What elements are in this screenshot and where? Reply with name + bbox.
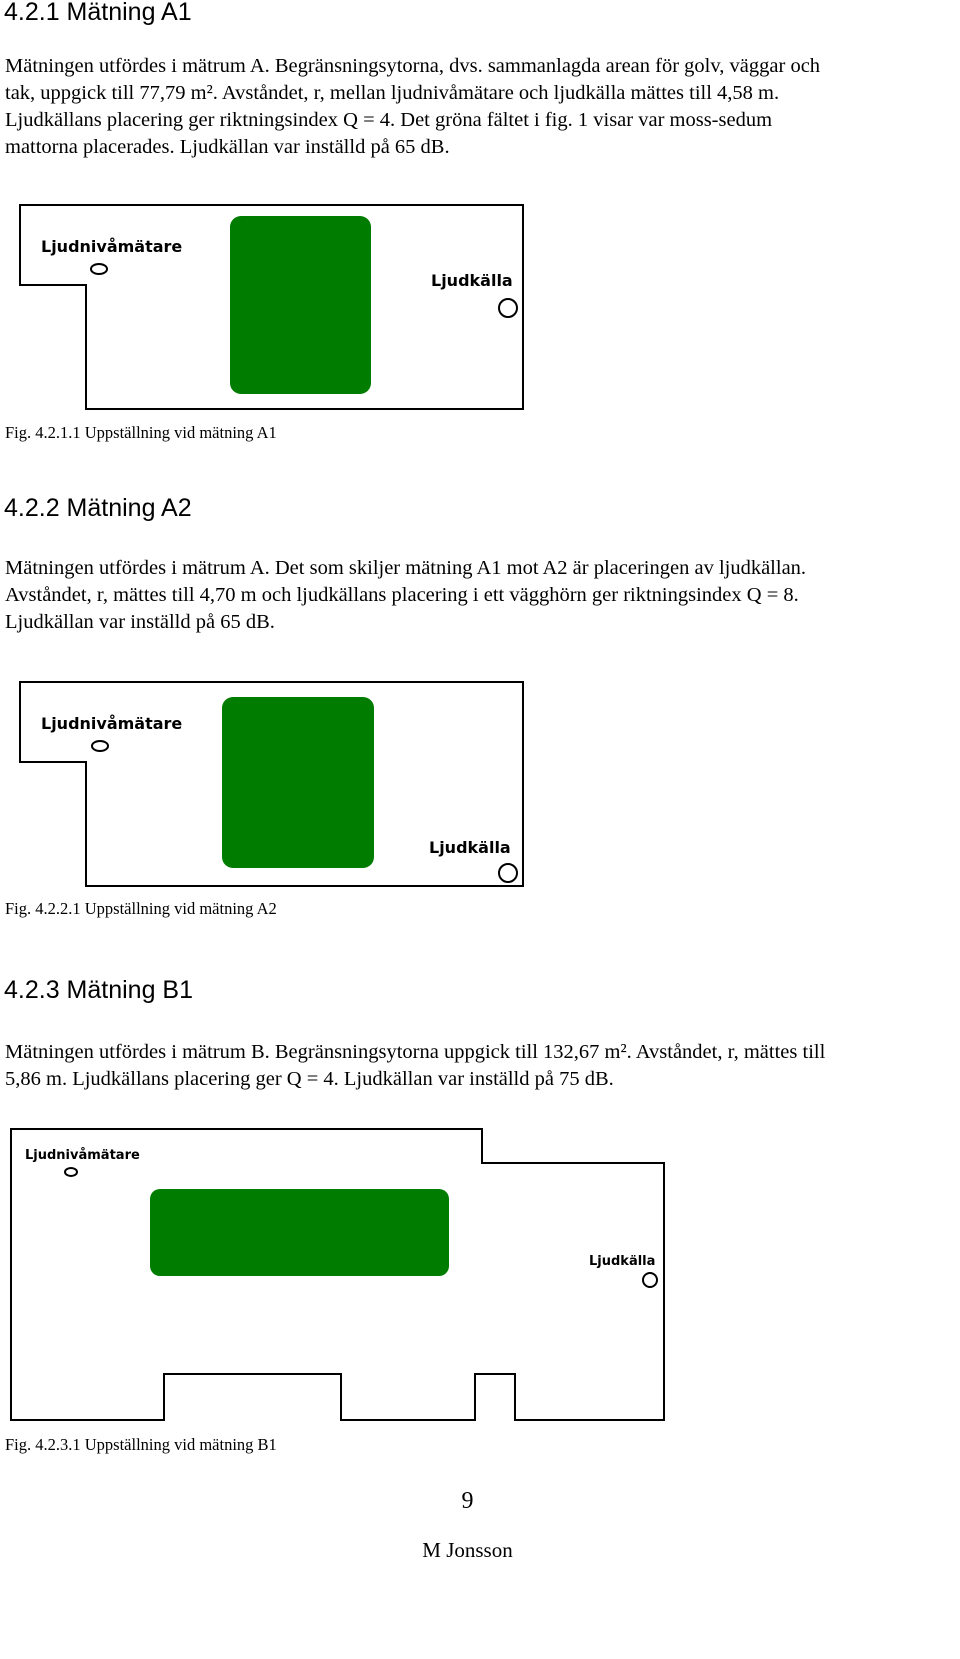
paragraph-line: Avståndet, r, mättes till 4,70 m och ljudkällans placering i ett vägghörn ger riktningsindex Q = 8. [5, 584, 799, 606]
section-heading-a1: 4.2.1 Mätning A1 [4, 0, 192, 26]
meter-label: Ljudnivåmätare [41, 714, 183, 733]
section-heading-b1: 4.2.3 Mätning B1 [4, 976, 194, 1004]
figure-caption: Fig. 4.2.2.1 Uppställning vid mätning A2 [5, 899, 277, 918]
source-label: Ljudkälla [589, 1254, 656, 1269]
moss-sedum-field [230, 216, 371, 394]
sound-source [499, 864, 517, 882]
figure-caption: Fig. 4.2.1.1 Uppställning vid mätning A1 [5, 423, 277, 442]
paragraph-line: tak, uppgick till 77,79 m². Avståndet, r, mellan ljudnivåmätare och ljudkälla mättes till 4,58 m. [5, 82, 780, 104]
page-number: 9 [461, 1488, 474, 1514]
setup-figure-b1 [10, 1128, 670, 1425]
setup-figure-a2 [18, 680, 528, 890]
paragraph-line: Mätningen utfördes i mätrum A. Begränsningsytorna, dvs. sammanlagda arean för golv, väggar och [5, 55, 821, 77]
paragraph-line: 5,86 m. Ljudkällans placering ger Q = 4. Ljudkällan var inställd på 75 dB. [5, 1068, 614, 1090]
moss-sedum-field [150, 1189, 449, 1276]
paragraph-line: Ljudkällans placering ger riktningsindex Q = 4. Det gröna fältet i fig. 1 visar var moss-sedum [5, 109, 773, 131]
sound-level-meter [65, 1168, 77, 1176]
author-name: M Jonsson [422, 1538, 513, 1562]
meter-label: Ljudnivåmätare [41, 237, 183, 256]
sound-source [643, 1273, 657, 1287]
setup-figure-a1 [18, 203, 528, 413]
section-heading-a2: 4.2.2 Mätning A2 [4, 494, 192, 522]
paragraph-line: Mätningen utfördes i mätrum B. Begränsningsytorna uppgick till 132,67 m². Avståndet, r, mättes till [5, 1041, 826, 1063]
paragraph-line: Ljudkällan var inställd på 65 dB. [5, 611, 275, 633]
paragraph-line: Mätningen utfördes i mätrum A. Det som skiljer mätning A1 mot A2 är placeringen av ljudkällan. [5, 557, 807, 579]
sound-source [499, 299, 517, 317]
source-label: Ljudkälla [431, 271, 513, 290]
sound-level-meter [92, 741, 108, 751]
sound-level-meter [91, 264, 107, 274]
meter-label: Ljudnivåmätare [25, 1148, 140, 1163]
moss-sedum-field [222, 697, 374, 868]
paragraph-line: mattorna placerades. Ljudkällan var inställd på 65 dB. [5, 136, 450, 158]
source-label: Ljudkälla [429, 838, 511, 857]
figure-caption: Fig. 4.2.3.1 Uppställning vid mätning B1 [5, 1435, 277, 1454]
